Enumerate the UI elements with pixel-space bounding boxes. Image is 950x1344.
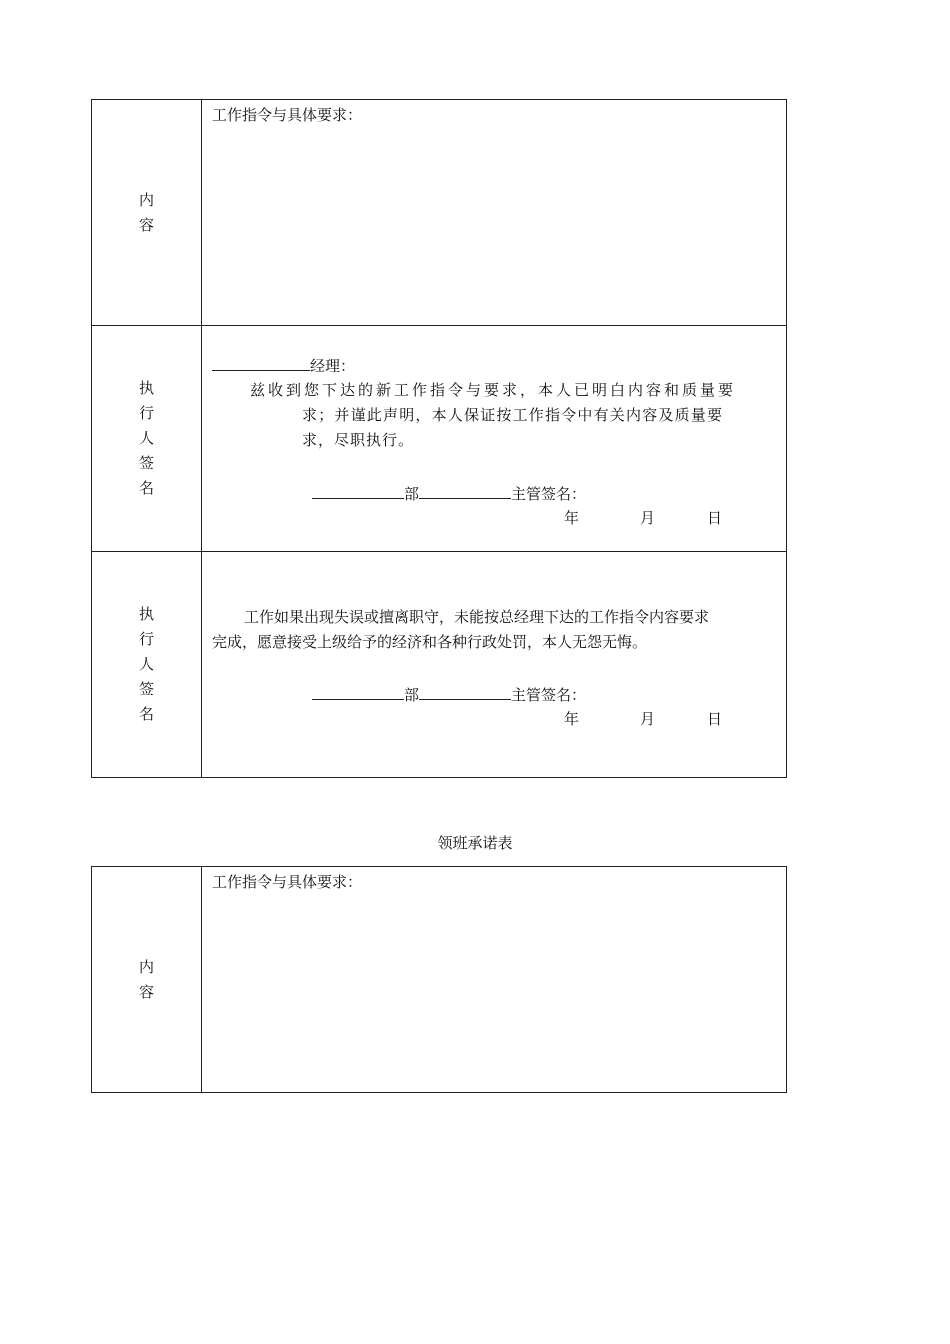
penalty-supervisor-blank[interactable] bbox=[419, 683, 511, 700]
department-blank[interactable] bbox=[312, 482, 404, 499]
foreman-commitment-title: 领班承诺表 bbox=[437, 834, 513, 852]
manager-name-blank[interactable] bbox=[212, 354, 310, 371]
penalty-label: 执 行 人 签 名 bbox=[138, 605, 154, 723]
content-cell-2 bbox=[202, 867, 787, 1093]
penalty-row bbox=[92, 552, 787, 778]
supervisor-blank[interactable] bbox=[419, 482, 511, 499]
manager-addressee: 经理： bbox=[212, 354, 355, 376]
content-prompt-2: 工作指令与具体要求： bbox=[212, 873, 363, 891]
penalty-label-cell bbox=[92, 552, 202, 778]
day-label: 日 bbox=[707, 509, 723, 527]
penalty-department-blank[interactable] bbox=[312, 683, 404, 700]
month-label: 月 bbox=[640, 509, 656, 527]
content-label-cell bbox=[92, 100, 202, 326]
executor-cell bbox=[202, 326, 787, 552]
penalty-signature-line: 部 主管签名： bbox=[312, 683, 586, 705]
content-cell bbox=[202, 100, 787, 326]
declaration-line-3: 求，尽职执行。 bbox=[302, 431, 415, 449]
foreman-commitment-table bbox=[91, 866, 787, 1093]
penalty-date-line bbox=[564, 708, 722, 729]
penalty-line-2: 完成，愿意接受上级给予的经济和各种行政处罚，本人无怨无悔。 bbox=[212, 633, 648, 651]
declaration-line-2: 求；并谨此声明，本人保证按工作指令中有关内容及质量要 bbox=[302, 406, 724, 424]
penalty-month-label: 月 bbox=[640, 710, 656, 728]
content-row-2 bbox=[92, 867, 787, 1093]
content-prompt: 工作指令与具体要求： bbox=[212, 106, 363, 124]
signature-line: 部 主管签名： bbox=[312, 482, 586, 504]
content-label: 内 容 bbox=[138, 190, 154, 234]
content-label-cell-2 bbox=[92, 867, 202, 1093]
penalty-line-1: 工作如果出现失误或擅离职守，未能按总经理下达的工作指令内容要求 bbox=[244, 608, 710, 626]
executor-label-cell bbox=[92, 326, 202, 552]
penalty-year-label: 年 bbox=[564, 710, 580, 728]
content-row bbox=[92, 100, 787, 326]
executor-label: 执 行 人 签 名 bbox=[138, 379, 154, 497]
date-line bbox=[564, 507, 722, 528]
content-label-2: 内 容 bbox=[138, 957, 154, 1001]
penalty-cell bbox=[202, 552, 787, 778]
declaration-line-1: 兹收到您下达的新工作指令与要求，本人已明白内容和质量要 bbox=[250, 381, 737, 399]
penalty-day-label: 日 bbox=[707, 710, 723, 728]
year-label: 年 bbox=[564, 509, 580, 527]
executor-row bbox=[92, 326, 787, 552]
work-order-table bbox=[91, 99, 787, 778]
